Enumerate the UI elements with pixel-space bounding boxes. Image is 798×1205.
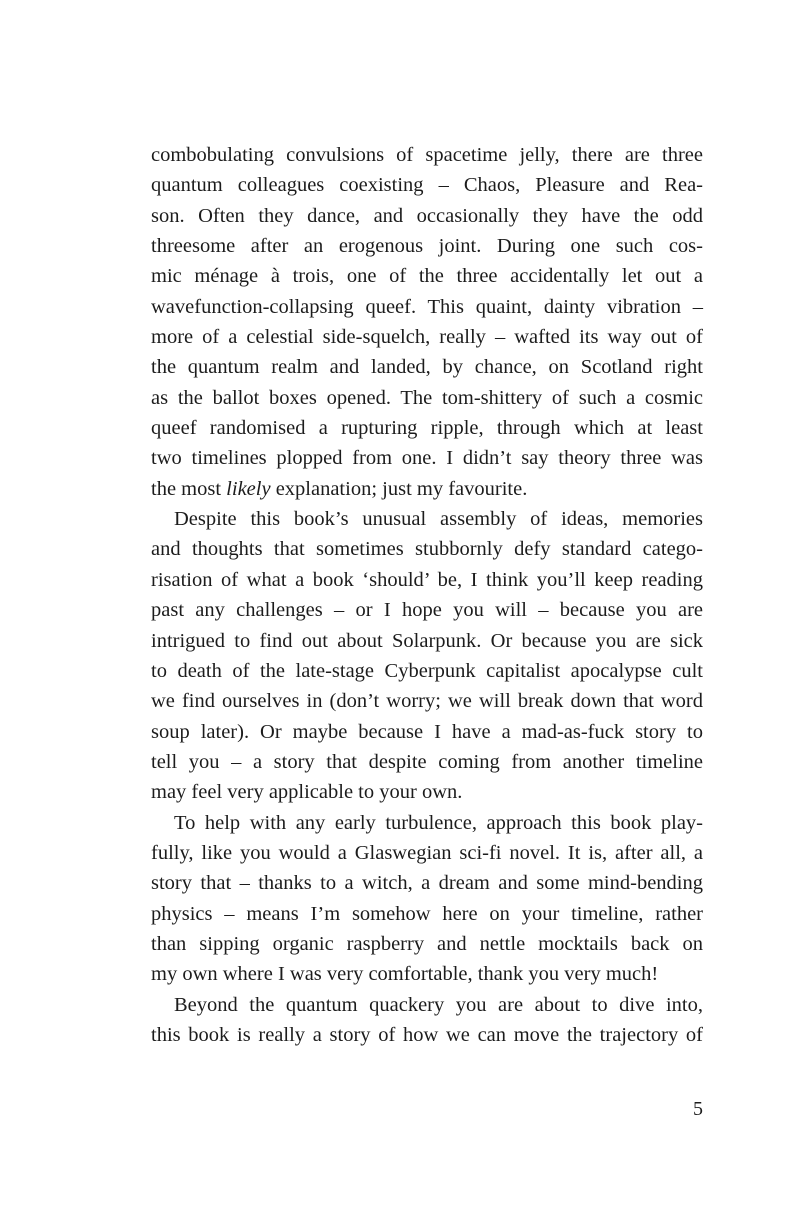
text-line: tell you – a story that despite coming from another timeline [151,750,703,773]
text-line: combobulating convulsions of spacetime jelly, there are three [151,144,703,166]
text-line: mic ménage à trois, one of the three accidentally let out a [151,265,703,288]
text-line: story that – thanks to a witch, a dream and some mind-bending [151,872,703,895]
text-line: wavefunction-collapsing queef. This quaint, dainty vibration – [151,295,703,318]
body-text [151,140,703,1050]
text-line: two timelines plopped from one. I didn’t say theory three was [151,447,703,470]
text-line: son. Often they dance, and occasionally they have the odd [151,204,703,227]
italic-word: likely [226,477,271,500]
text-segment: explanation; just my favourite. [270,477,528,500]
text-line: may feel very applicable to your own. [151,781,463,804]
text-line: quantum colleagues coexisting – Chaos, Pleasure and Rea- [151,174,703,197]
paragraph-first-line: Beyond the quantum quackery you are about to dive into, [174,993,703,1016]
text-line: fully, like you would a Glaswegian sci-fi novel. It is, after all, a [151,841,703,864]
text-line: than sipping organic raspberry and nettle mocktails back on [151,932,703,955]
text-line: we find ourselves in (don’t worry; we will break down that word [151,690,703,713]
text-line: this book is really a story of how we can move the trajectory of [151,1023,703,1046]
text-line: soup later). Or maybe because I have a mad-as-fuck story to [151,720,703,743]
text-line: past any challenges – or I hope you will – because you are [151,599,703,622]
text-line: queef randomised a rupturing ripple, through which at least [151,417,703,440]
page-number: 5 [693,1098,703,1120]
text-line: as the ballot boxes opened. The tom-shittery of such a cosmic [151,386,703,409]
paragraph-first-line: To help with any early turbulence, approach this book play- [174,811,703,834]
text-line: risation of what a book ‘should’ be, I think you’ll keep reading [151,568,703,591]
text-line: and thoughts that sometimes stubbornly defy standard catego- [151,538,703,561]
text-line: more of a celestial side-squelch, really – wafted its way out of [151,326,703,349]
text-line: intrigued to find out about Solarpunk. Or because you are sick [151,629,703,652]
text-line: to death of the late-stage Cyberpunk capitalist apocalypse cult [151,659,703,682]
text-line: threesome after an erogenous joint. During one such cos- [151,235,703,258]
text-segment: the most [151,477,227,500]
text-line: physics – means I’m somehow here on your timeline, rather [151,902,703,925]
paragraph-first-line: Despite this book’s unusual assembly of ideas, memories [174,508,703,531]
text-line [151,474,703,504]
text-line: the quantum realm and landed, by chance, on Scotland right [151,356,703,379]
text-line: my own where I was very comfortable, thank you very much! [151,963,659,986]
